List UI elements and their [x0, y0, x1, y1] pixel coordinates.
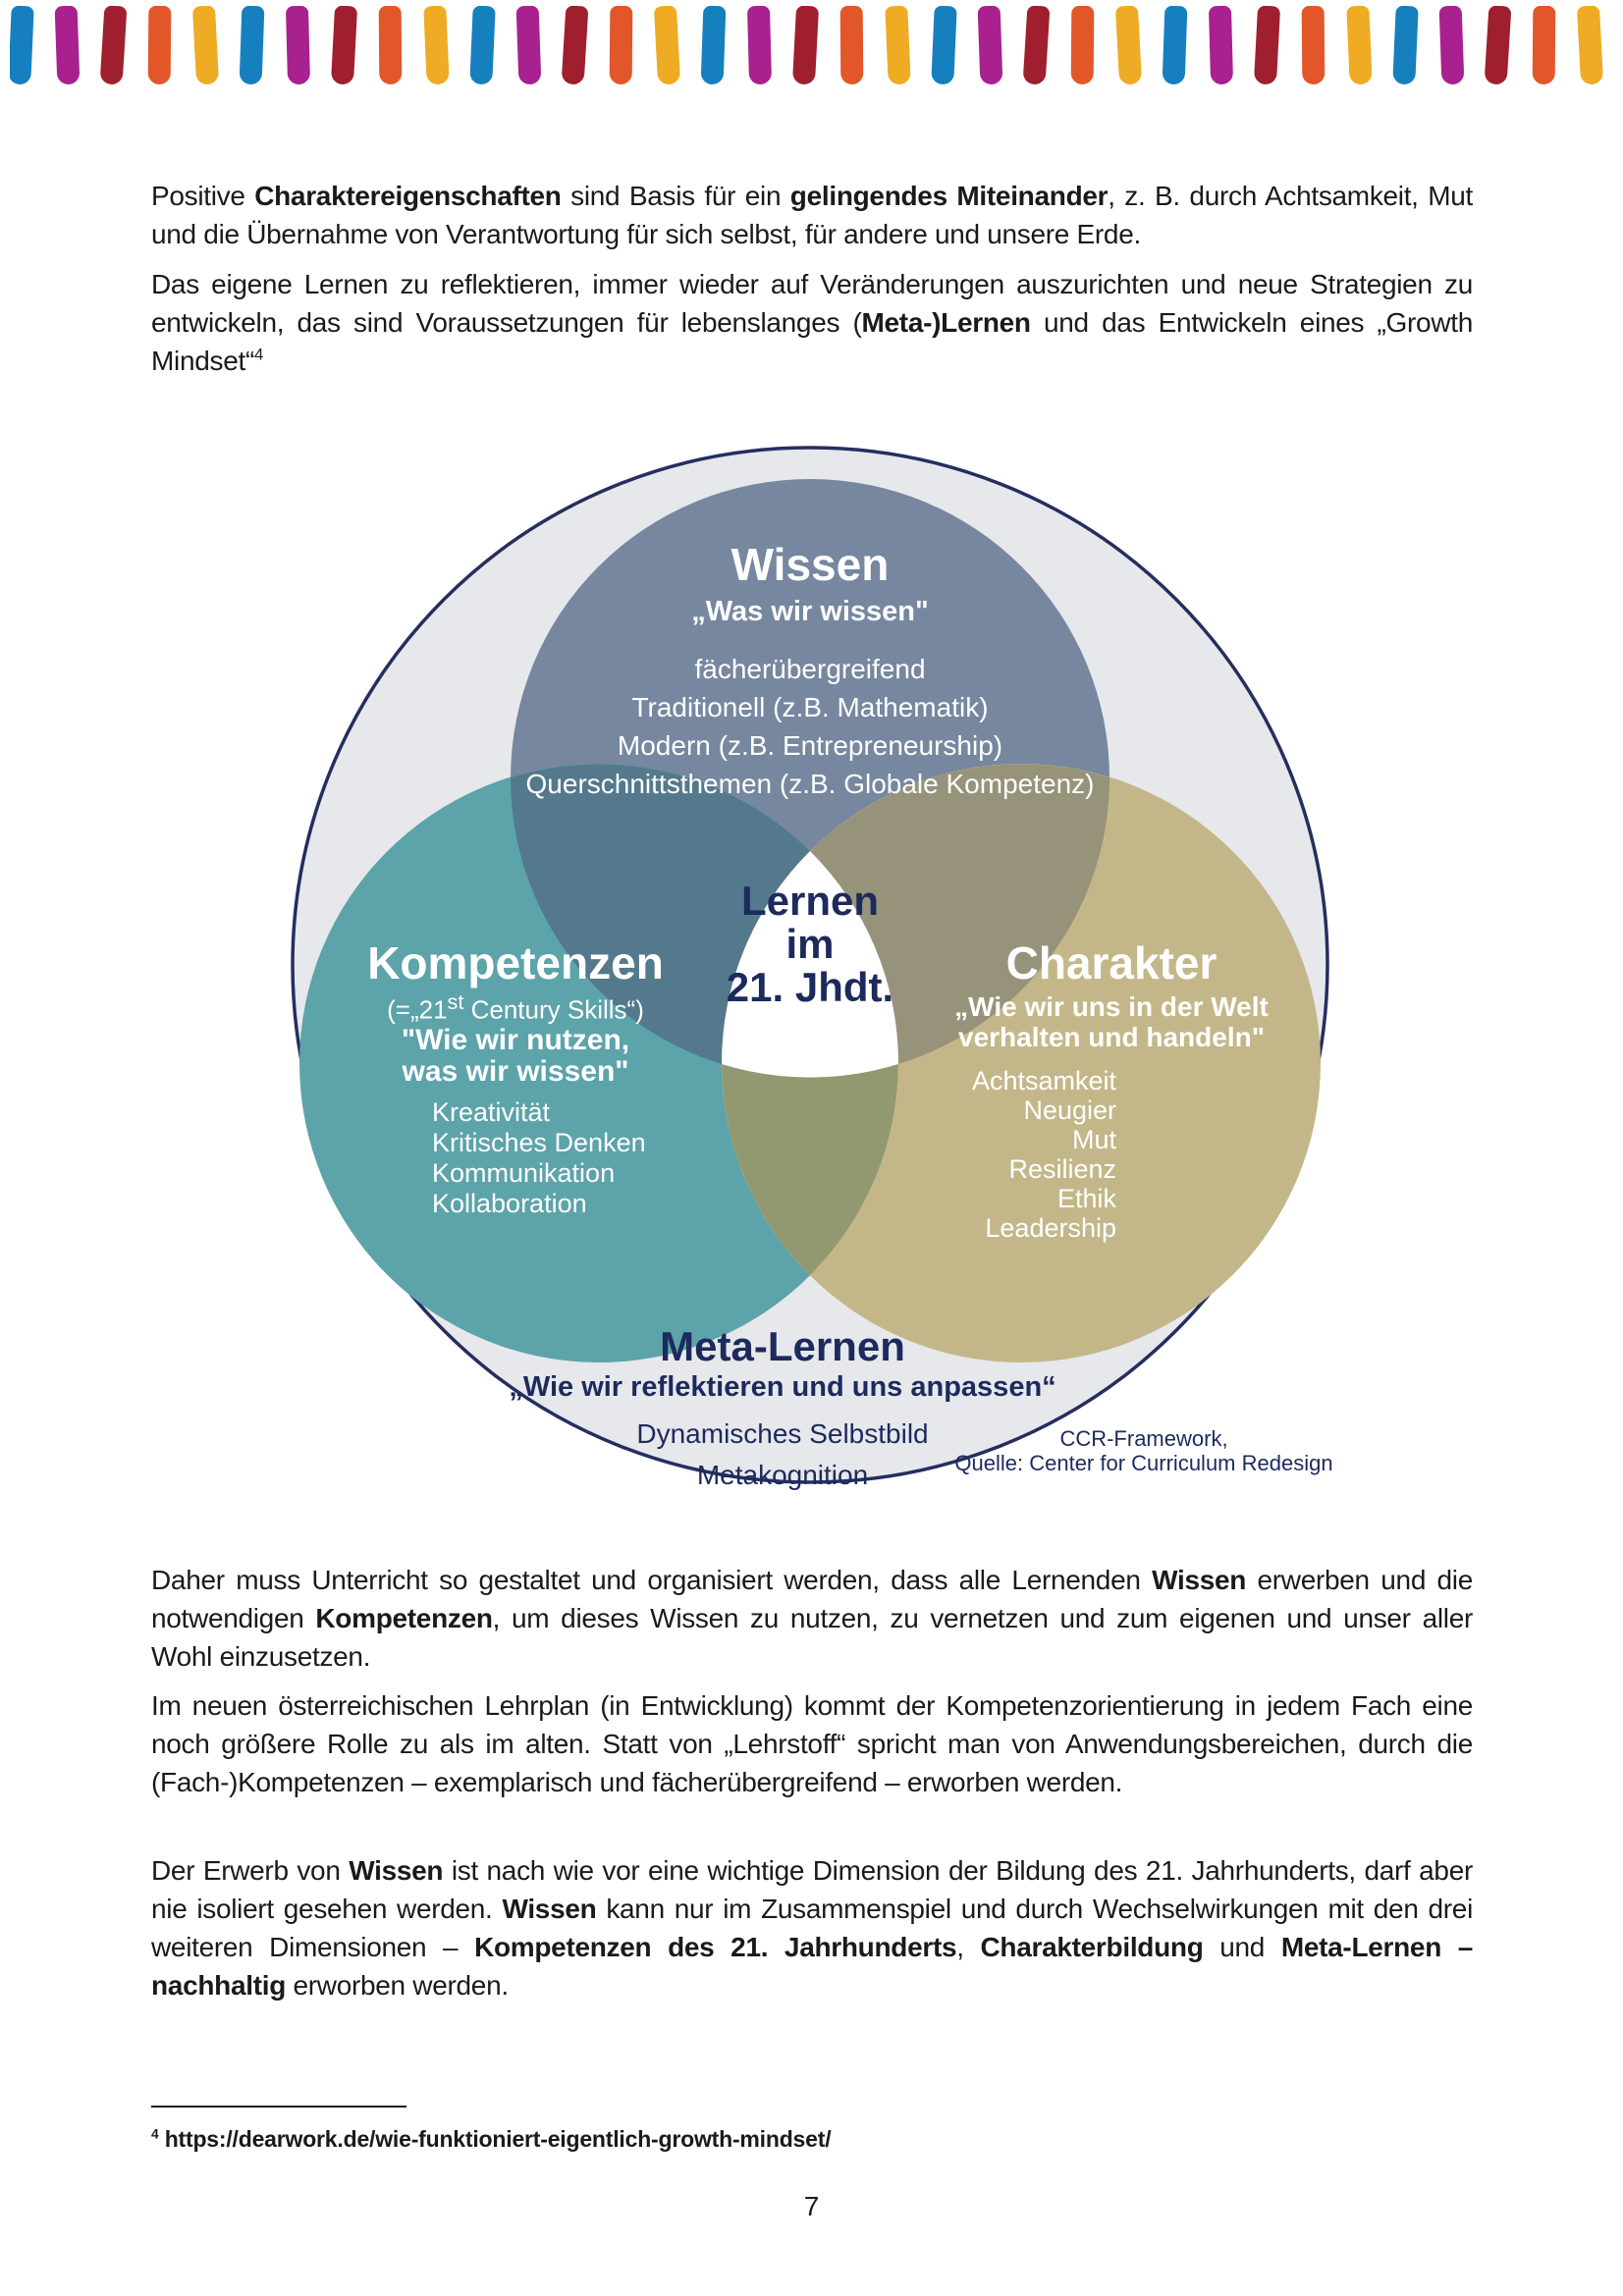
paragraph-2 — [151, 265, 1473, 380]
meta-lernen-subtitle: „Wie wir reflektieren und uns anpassen“ — [509, 1371, 1056, 1403]
stripe — [1254, 6, 1280, 85]
venn-item: Modern (z.B. Entrepreneurship) — [617, 730, 1003, 761]
stripe — [701, 6, 727, 84]
venn-item: Kreativität — [432, 1096, 551, 1127]
venn-item: Neugier — [1023, 1095, 1116, 1125]
venn-diagram — [250, 440, 1370, 1505]
text-run: (=„21 — [387, 994, 448, 1025]
text-run: Das eigene Lernen zu reflektieren, immer wieder auf Veränderungen auszurichten und neue Strategien zu entwickeln, das sind Voraussetzungen für lebenslanges ( — [151, 269, 1473, 338]
wissen-subtitle: „Was wir wissen" — [691, 596, 929, 627]
text-run: gelingendes Miteinander — [789, 181, 1109, 211]
stripe — [1346, 6, 1372, 84]
center-line-1: Lernen — [740, 878, 880, 924]
text-run: Meta-)Lernen — [861, 307, 1031, 338]
stripe — [1533, 6, 1556, 84]
charakter-items — [866, 1066, 1357, 1243]
stripe — [747, 6, 772, 84]
footnote-marker: 4 — [151, 2126, 159, 2142]
stripe — [1163, 6, 1188, 84]
footnote-separator — [151, 2106, 406, 2108]
caption-line-2: Quelle: Center for Curriculum Redesign — [954, 1451, 1333, 1475]
text-run: und das Entwickeln eines „Growth Mindset“ — [151, 307, 1474, 376]
text-run: Positive — [151, 181, 255, 211]
text-run: kann nur im Zusammenspiel und durch Wechselwirkungen mit den drei weiteren Dimensionen – — [151, 1894, 1473, 1962]
stripe — [331, 6, 357, 85]
text-run: Im neuen österreichischen Lehrplan (in Entwicklung) kommt der Kompetenzorientierung in jedem Fach eine noch größere Rolle zu als im alten. Statt von „Lehrstoff“ spricht man von Anwendungsbereichen, durch die (Fach-)Kompetenzen – exemplarisch und fächerübergreifend – erworben werden. — [151, 1690, 1473, 1797]
footnote — [151, 2126, 1473, 2153]
venn-item: Mut — [1071, 1125, 1116, 1154]
venn-item: Ethik — [1056, 1184, 1116, 1213]
stripe — [423, 6, 449, 84]
venn-item: Traditionell (z.B. Mathematik) — [631, 692, 989, 722]
stripe — [1071, 6, 1095, 84]
stripe — [10, 6, 34, 84]
stripe — [516, 6, 542, 84]
meta-lernen-title: Meta-Lernen — [660, 1323, 905, 1369]
venn-item: Dynamisches Selbstbild — [636, 1418, 929, 1449]
text-run: und — [1203, 1932, 1281, 1962]
stripe — [840, 6, 864, 84]
text-run: Wissen — [502, 1894, 597, 1924]
stripe — [931, 6, 956, 84]
venn-item: Kollaboration — [432, 1188, 587, 1218]
paragraph-5 — [151, 1851, 1473, 2004]
text-run: Daher muss Unterricht so gestaltet und organisiert werden, dass alle Lernenden — [151, 1565, 1153, 1595]
footnote-url[interactable]: https://dearwork.de/wie-funktioniert-eigentlich-growth-mindset/ — [164, 2126, 832, 2152]
stripe — [562, 6, 589, 85]
text-run: Meta-Lernen – nachhaltig — [151, 1932, 1474, 2001]
stripe — [100, 6, 128, 85]
venn-item: Kommunikation — [432, 1157, 616, 1188]
stripe — [1115, 6, 1142, 85]
stripe — [148, 6, 172, 84]
stripe — [654, 6, 680, 85]
kompetenzen-quote-line2: was wir wissen" — [402, 1054, 629, 1088]
venn-item: Kritisches Denken — [432, 1127, 646, 1157]
venn-item: Querschnittsthemen (z.B. Globale Kompetenz) — [525, 769, 1095, 799]
venn-item: Metakognition — [696, 1460, 869, 1490]
charakter-quote-line2: verhalten und handeln" — [958, 1022, 1265, 1052]
text-run: Charakterbildung — [980, 1932, 1204, 1962]
text-run: erwerben und die notwendigen — [151, 1565, 1473, 1633]
kompetenzen-items — [270, 1097, 761, 1219]
paragraph-3 — [151, 1561, 1473, 1676]
venn-item: Resilienz — [1008, 1154, 1116, 1184]
stripe — [192, 6, 219, 85]
venn-item: fächerübergreifend — [694, 654, 926, 684]
paragraph-1 — [151, 177, 1473, 253]
text-run: ist nach wie vor eine wichtige Dimension der Bildung des 21. Jahrhunderts, darf aber nie isoliert gesehen werden. — [151, 1855, 1474, 1924]
stripe — [469, 6, 495, 84]
text-run: , z. B. durch Achtsamkeit, Mut und die Übernahme von Verantwortung für sich selbst, für andere und unsere Erde. — [151, 181, 1473, 249]
venn-item: Leadership — [985, 1213, 1116, 1243]
page-number: 7 — [803, 2191, 820, 2221]
center-label-block — [638, 880, 982, 1009]
text-run: erworben werden. — [286, 1970, 509, 2001]
stripe — [1577, 6, 1603, 85]
text-run: , — [956, 1932, 981, 1962]
stripe — [55, 6, 81, 84]
charakter-title: Charakter — [1005, 937, 1217, 988]
text-run: , um dieses Wissen zu nutzen, zu vernetzen und zum eigenen und unser aller Wohl einzusetzen. — [151, 1603, 1473, 1672]
stripe — [240, 6, 265, 84]
text-run: 4 — [253, 345, 264, 364]
text-run: Wissen — [1152, 1565, 1247, 1595]
stripe — [978, 6, 1003, 84]
paragraph-4 — [151, 1686, 1473, 1801]
stripe — [885, 6, 910, 84]
stripe — [286, 6, 310, 84]
stripe — [1302, 6, 1325, 84]
text-run: Charaktereigenschaften — [254, 181, 562, 211]
stripe — [1023, 6, 1051, 85]
wissen-label-block — [417, 540, 1203, 803]
text-run: st — [447, 989, 464, 1014]
center-line-3: 21. Jhdt. — [726, 964, 894, 1010]
stripe — [1392, 6, 1418, 84]
text-run: Century Skills“) — [463, 994, 644, 1025]
stripe — [1485, 6, 1512, 85]
stripe — [1209, 6, 1233, 84]
venn-item: Achtsamkeit — [971, 1066, 1116, 1095]
center-line-2: im — [785, 921, 835, 967]
text-run: sind Basis für ein — [561, 181, 790, 211]
charakter-quote-line1: „Wie wir uns in der Welt — [954, 991, 1269, 1022]
stripe — [379, 6, 403, 84]
caption-line-1: CCR-Framework, — [1059, 1426, 1228, 1451]
stripes-banner — [10, 6, 1623, 92]
text-run: Wissen — [349, 1855, 444, 1886]
wissen-title: Wissen — [730, 539, 890, 590]
wissen-items — [417, 650, 1203, 803]
kompetenzen-quote-line1: "Wie wir nutzen, — [401, 1023, 630, 1056]
kompetenzen-title: Kompetenzen — [367, 937, 664, 988]
text-run: Kompetenzen des 21. Jahrhunderts — [474, 1932, 957, 1962]
stripe — [1439, 6, 1465, 84]
text-run: Der Erwerb von — [151, 1855, 350, 1886]
stripe — [610, 6, 633, 84]
diagram-source-caption — [947, 1426, 1340, 1475]
stripe — [792, 6, 819, 85]
text-run: Kompetenzen — [315, 1603, 493, 1633]
